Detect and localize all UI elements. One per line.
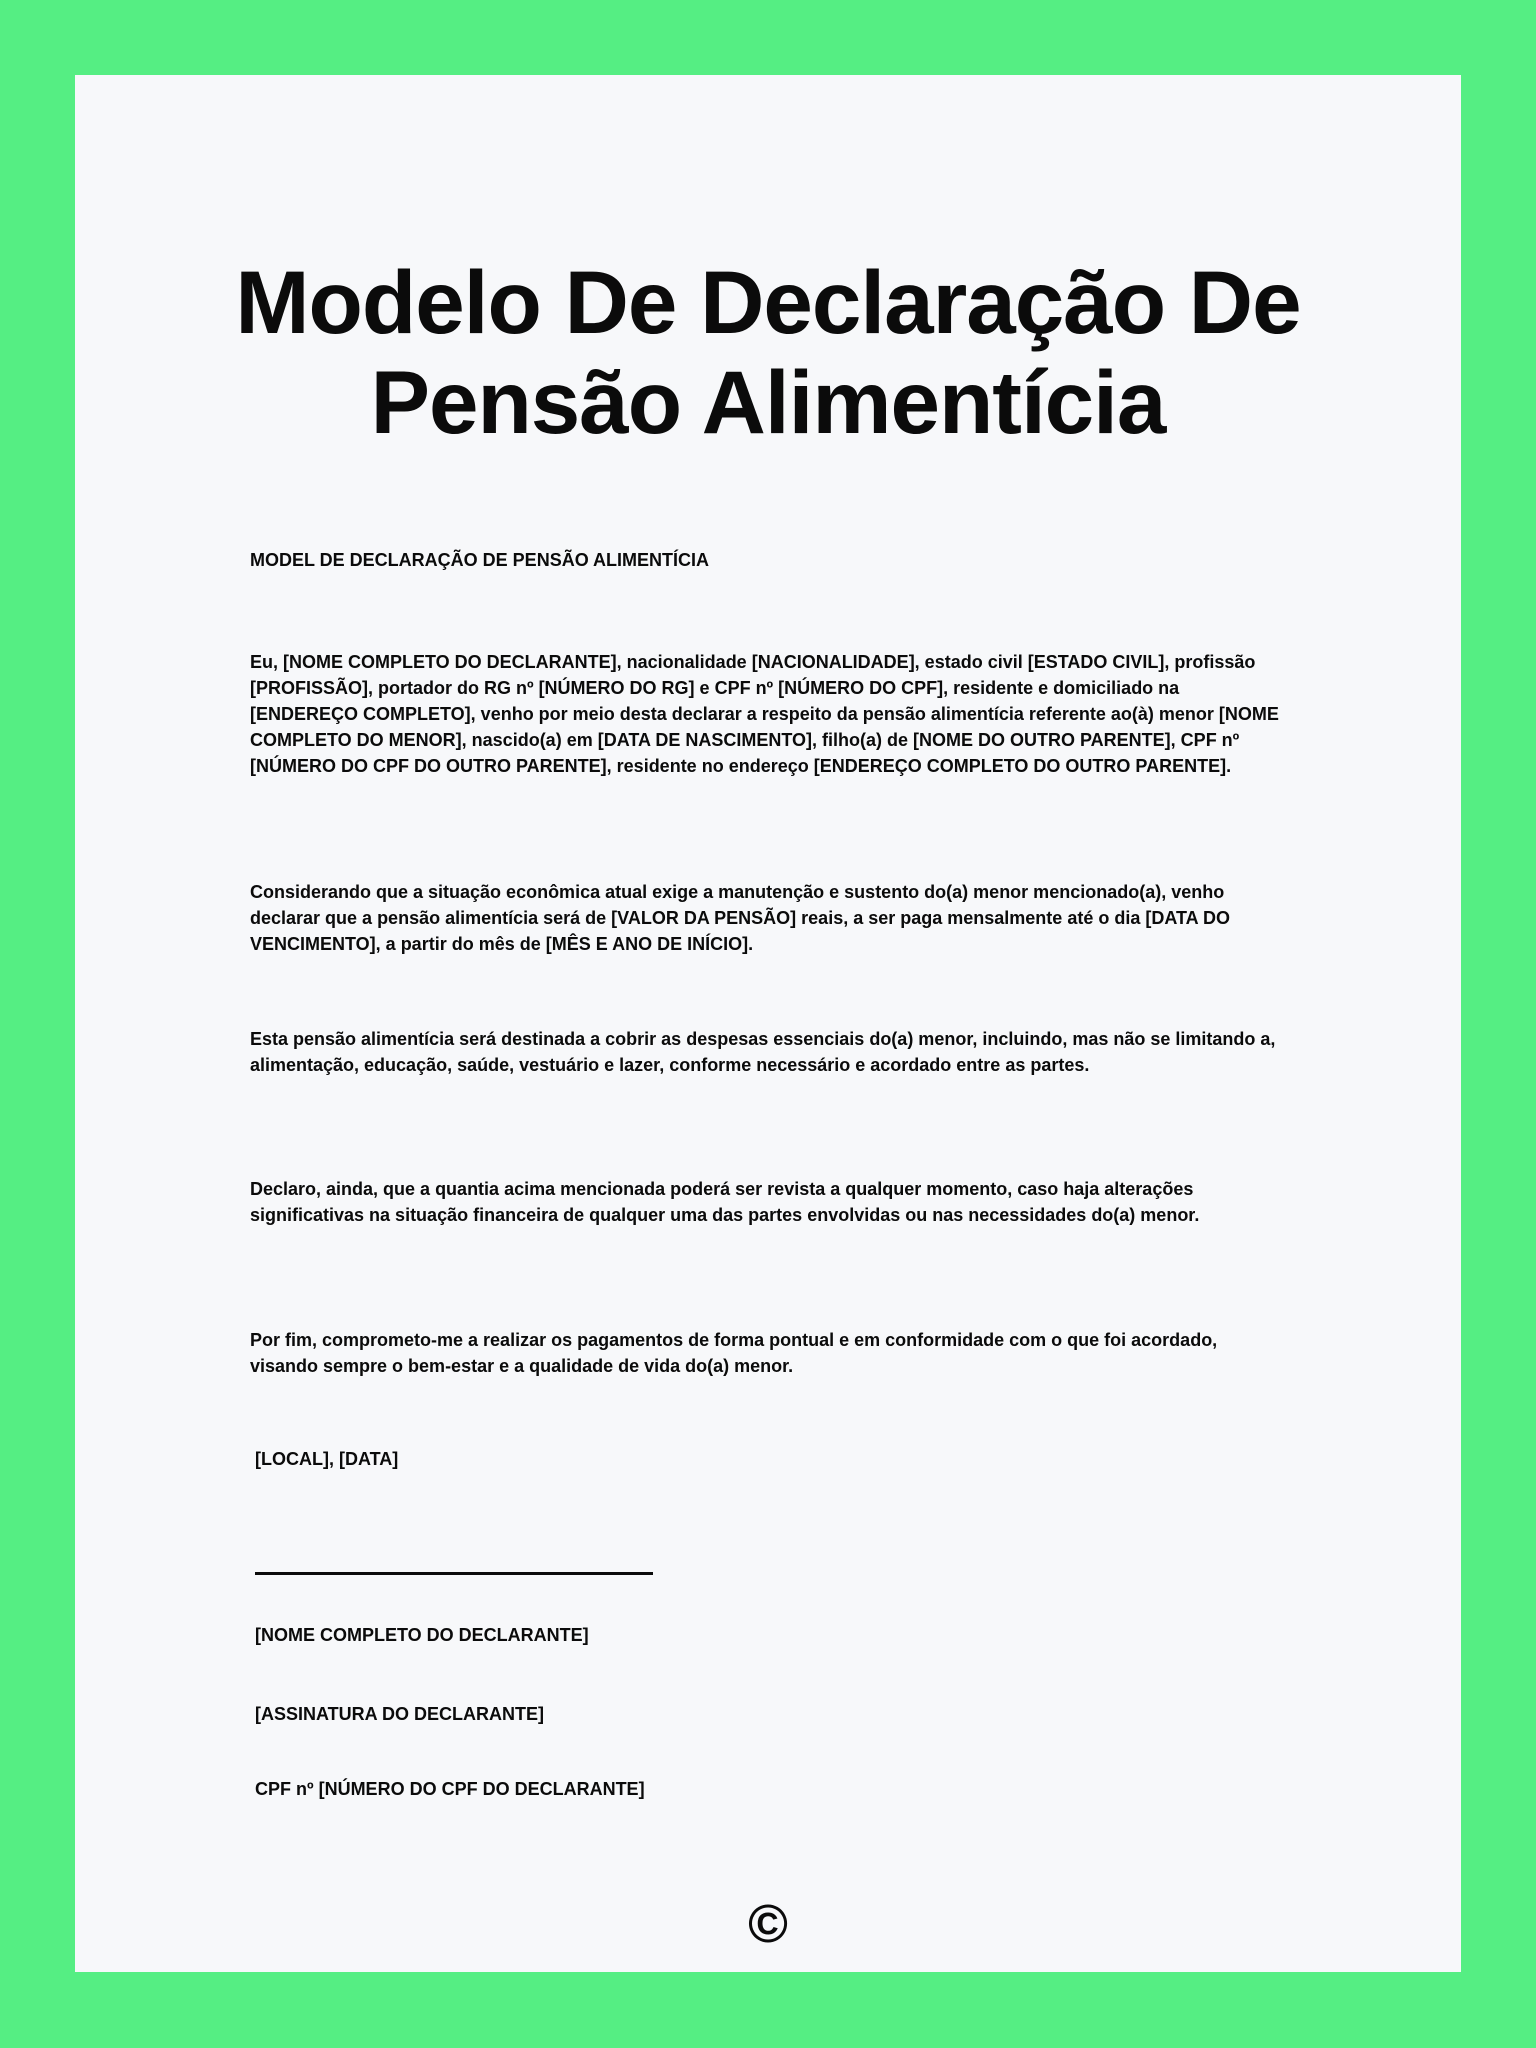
paragraph-pension-value: Considerando que a situação econômica atual exige a manutenção e sustento do(a) menor mencionado(a), venho declarar que a pensão alimentícia será de [VALOR DA PENSÃO] reais, a ser paga mensalmente até o dia [DATA DO VENCIMENTO], a partir do mês de [MÊS E ANO DE INÍCIO].	[250, 882, 1230, 954]
declarant-signature-placeholder: [ASSINATURA DO DECLARANTE]	[255, 1704, 544, 1724]
paragraph-declarant-identification: Eu, [NOME COMPLETO DO DECLARANTE], nacionalidade [NACIONALIDADE], estado civil [ESTADO CIVIL], profissão [PROFISSÃO], portador do RG nº [NÚMERO DO RG] e CPF nº [NÚMERO DO CPF], residente e domiciliado na [ENDEREÇO COMPLETO], venho por meio desta declarar a respeito da pensão alimentícia referente ao(à) menor [NOME COMPLETO DO MENOR], nascido(a) em [DATA DE NASCIMENTO], filho(a) de [NOME DO OUTRO PARENTE], CPF nº [NÚMERO DO CPF DO OUTRO PARENTE], residente no endereço [ENDEREÇO COMPLETO DO OUTRO PARENTE].	[250, 652, 1279, 776]
paragraph-revision-clause: Declaro, ainda, que a quantia acima mencionada poderá ser revista a qualquer momento, caso haja alterações significativas na situação financeira de qualquer uma das partes envolvidas ou nas necessidades do(a) menor.	[250, 1179, 1200, 1225]
paragraph-payment-commitment: Por fim, comprometo-me a realizar os pagamentos de forma pontual e em conformidade com o que foi acordado, visando sempre o bem-estar e a qualidade de vida do(a) menor.	[250, 1330, 1218, 1376]
signature-line	[255, 1572, 653, 1575]
place-date-placeholder: [LOCAL], [DATA]	[255, 1449, 399, 1469]
paragraph-pension-purpose: Esta pensão alimentícia será destinada a cobrir as despesas essenciais do(a) menor, incluindo, mas não se limitando a, alimentação, educação, saúde, vestuário e lazer, conforme necessário e acordado entre as partes.	[250, 1029, 1276, 1075]
declarant-cpf-placeholder: CPF nº [NÚMERO DO CPF DO DECLARANTE]	[255, 1779, 645, 1799]
document-heading: MODEL DE DECLARAÇÃO DE PENSÃO ALIMENTÍCIA	[250, 550, 710, 570]
copyright-icon: ©	[748, 1894, 788, 1954]
document-page	[75, 75, 1461, 1972]
document-title: Modelo De Declaração De Pensão Alimentícia	[235, 252, 1301, 452]
declarant-name-placeholder: [NOME COMPLETO DO DECLARANTE]	[255, 1625, 589, 1645]
